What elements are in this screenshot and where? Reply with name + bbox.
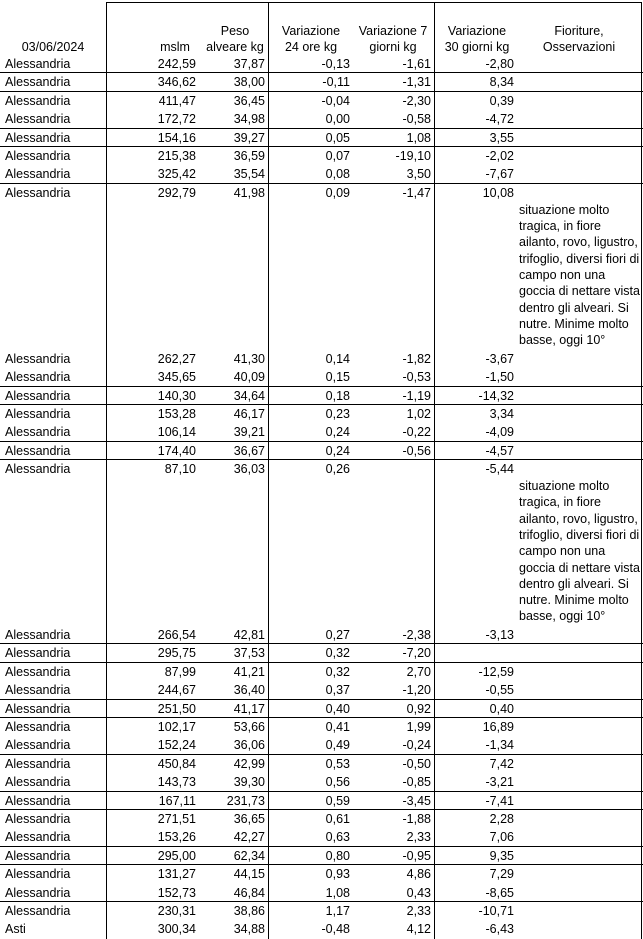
cell-var-7d[interactable]: -1,19 <box>402 388 431 403</box>
cell-var-30d[interactable]: 10,08 <box>482 185 514 200</box>
cell-var-30d[interactable]: 8,34 <box>489 75 514 90</box>
cell-weight[interactable]: 42,81 <box>233 628 265 643</box>
cell-var-30d[interactable]: -4,09 <box>485 425 514 440</box>
cell-mslm[interactable]: 295,75 <box>157 646 196 661</box>
cell-var-30d[interactable]: 2,28 <box>489 811 514 826</box>
cell-var-24h[interactable]: 0,14 <box>325 351 350 366</box>
cell-mslm[interactable]: 102,17 <box>157 720 196 735</box>
cell-var-30d[interactable]: -4,72 <box>485 112 514 127</box>
cell-mslm[interactable]: 174,40 <box>157 443 196 458</box>
table-row[interactable] <box>0 847 643 865</box>
cell-mslm[interactable]: 106,14 <box>157 425 196 440</box>
table-row[interactable] <box>0 718 643 736</box>
cell-mslm[interactable]: 325,42 <box>157 167 196 182</box>
table-row[interactable] <box>0 736 643 754</box>
cell-mslm[interactable]: 244,67 <box>157 683 196 698</box>
cell-mslm[interactable]: 152,73 <box>157 885 196 900</box>
cell-location[interactable]: Alessandria <box>5 903 71 918</box>
cell-var-7d[interactable]: 2,70 <box>406 664 431 679</box>
cell-var-24h[interactable]: 0,26 <box>325 462 350 477</box>
cell-location[interactable]: Alessandria <box>5 646 71 661</box>
table-row[interactable] <box>0 442 643 460</box>
cell-var-30d[interactable]: -3,67 <box>485 351 514 366</box>
cell-var-30d[interactable]: 9,35 <box>489 848 514 863</box>
cell-var-24h[interactable]: -0,48 <box>321 922 350 937</box>
cell-location[interactable]: Alessandria <box>5 425 71 440</box>
cell-var-30d[interactable]: -3,21 <box>485 775 514 790</box>
cell-var-7d[interactable]: -0,24 <box>402 738 431 753</box>
cell-var-30d[interactable]: -2,02 <box>485 148 514 163</box>
cell-weight[interactable]: 39,30 <box>233 775 265 790</box>
table-row[interactable] <box>0 810 643 828</box>
cell-location[interactable]: Alessandria <box>5 462 71 477</box>
cell-mslm[interactable]: 131,27 <box>157 867 196 882</box>
cell-weight[interactable]: 41,98 <box>233 185 265 200</box>
cell-var-30d[interactable]: 7,29 <box>489 867 514 882</box>
cell-var-7d[interactable]: -1,31 <box>402 75 431 90</box>
cell-var-24h[interactable]: 0,00 <box>325 112 350 127</box>
cell-var-7d[interactable]: 3,50 <box>406 167 431 182</box>
cell-var-30d[interactable]: -10,71 <box>478 903 514 918</box>
cell-weight[interactable]: 36,45 <box>233 93 265 108</box>
cell-var-7d[interactable]: 1,02 <box>406 406 431 421</box>
cell-weight[interactable]: 41,17 <box>233 701 265 716</box>
cell-location[interactable]: Alessandria <box>5 443 71 458</box>
cell-location[interactable]: Alessandria <box>5 830 71 845</box>
cell-var-30d[interactable]: 7,42 <box>489 756 514 771</box>
cell-var-24h[interactable]: 0,93 <box>325 867 350 882</box>
cell-weight[interactable]: 42,27 <box>233 830 265 845</box>
cell-var-7d[interactable]: -0,56 <box>402 443 431 458</box>
cell-var-7d[interactable]: -0,53 <box>402 370 431 385</box>
header-var7[interactable]: Variazione 7 giorni kg <box>358 24 428 54</box>
cell-var-30d[interactable]: -7,41 <box>485 793 514 808</box>
cell-var-7d[interactable]: -0,50 <box>402 756 431 771</box>
cell-var-7d[interactable]: -0,85 <box>402 775 431 790</box>
cell-var-7d[interactable]: 2,33 <box>406 903 431 918</box>
cell-mslm[interactable]: 172,72 <box>157 112 196 127</box>
cell-var-24h[interactable]: 0,59 <box>325 793 350 808</box>
cell-mslm[interactable]: 167,11 <box>158 793 196 808</box>
table-row[interactable] <box>0 129 643 147</box>
cell-weight[interactable]: 40,09 <box>233 370 265 385</box>
cell-var-24h[interactable]: 0,56 <box>325 775 350 790</box>
cell-var-30d[interactable]: -2,80 <box>485 57 514 71</box>
cell-location[interactable]: Alessandria <box>5 167 71 182</box>
cell-mslm[interactable]: 300,34 <box>157 922 196 937</box>
cell-location[interactable]: Alessandria <box>5 867 71 882</box>
cell-var-24h[interactable]: 0,63 <box>325 830 350 845</box>
header-var24[interactable]: Variazione 24 ore kg <box>281 24 341 54</box>
cell-var-30d[interactable]: -4,57 <box>485 443 514 458</box>
table-row[interactable] <box>0 405 643 423</box>
cell-var-24h[interactable]: 0,09 <box>325 185 350 200</box>
cell-var-24h[interactable]: 0,07 <box>325 148 350 163</box>
cell-var-7d[interactable]: 1,08 <box>406 130 431 145</box>
cell-var-24h[interactable]: 1,17 <box>325 903 350 918</box>
table-row[interactable] <box>0 387 643 405</box>
cell-var-7d[interactable]: -19,10 <box>395 148 431 163</box>
table-row[interactable] <box>0 865 643 883</box>
cell-location[interactable]: Alessandria <box>5 811 71 826</box>
cell-weight[interactable]: 46,17 <box>233 406 265 421</box>
cell-mslm[interactable]: 450,84 <box>157 756 196 771</box>
cell-mslm[interactable]: 152,24 <box>157 738 196 753</box>
table-row[interactable] <box>0 423 643 441</box>
cell-var-24h[interactable]: 0,40 <box>325 701 350 716</box>
cell-var-24h[interactable]: 0,49 <box>325 738 350 753</box>
cell-var-24h[interactable]: 0,41 <box>325 720 350 735</box>
cell-var-30d[interactable]: -7,67 <box>485 167 514 182</box>
cell-var-7d[interactable]: -3,45 <box>402 793 431 808</box>
cell-weight[interactable]: 46,84 <box>233 885 265 900</box>
table-row[interactable] <box>0 700 643 718</box>
cell-mslm[interactable]: 140,30 <box>157 388 196 403</box>
cell-location[interactable]: Alessandria <box>5 720 71 735</box>
cell-location[interactable]: Asti <box>5 922 26 937</box>
table-row[interactable] <box>0 110 643 128</box>
cell-var-7d[interactable]: 4,12 <box>406 922 431 937</box>
cell-location[interactable]: Alessandria <box>5 701 71 716</box>
cell-var-7d[interactable]: -2,30 <box>402 93 431 108</box>
cell-weight[interactable]: 42,99 <box>233 756 265 771</box>
cell-var-7d[interactable]: -0,22 <box>402 425 431 440</box>
cell-observation[interactable]: situazione molto tragica, in fiore ailanto, rovo, ligustro, trifoglio, diversi fiori di campo non una goccia di nettare vista dentro gli alveari. Si nutre. Minime molto basse, oggi 10° <box>519 202 640 348</box>
cell-mslm[interactable]: 230,31 <box>157 903 196 918</box>
table-row[interactable] <box>0 73 643 91</box>
cell-var-24h[interactable]: 0,18 <box>325 388 350 403</box>
table-row[interactable] <box>0 350 643 368</box>
cell-weight[interactable]: 34,88 <box>233 922 265 937</box>
cell-location[interactable]: Alessandria <box>5 130 71 145</box>
cell-weight[interactable]: 38,00 <box>233 75 265 90</box>
cell-mslm[interactable]: 411,47 <box>158 93 196 108</box>
cell-var-30d[interactable]: 3,34 <box>489 406 514 421</box>
cell-var-24h[interactable]: 0,24 <box>325 425 350 440</box>
cell-weight[interactable]: 38,86 <box>233 903 265 918</box>
cell-location[interactable]: Alessandria <box>5 628 71 643</box>
cell-var-24h[interactable]: 0,32 <box>325 646 350 661</box>
cell-var-24h[interactable]: 0,61 <box>325 811 350 826</box>
cell-location[interactable]: Alessandria <box>5 370 71 385</box>
cell-mslm[interactable]: 251,50 <box>157 701 196 716</box>
cell-weight[interactable]: 36,67 <box>233 443 265 458</box>
cell-var-7d[interactable]: -1,47 <box>402 185 431 200</box>
cell-var-7d[interactable]: -1,20 <box>402 683 431 698</box>
cell-var-30d[interactable]: 3,55 <box>489 130 514 145</box>
cell-var-7d[interactable]: 4,86 <box>406 867 431 882</box>
cell-var-24h[interactable]: 0,80 <box>325 848 350 863</box>
cell-mslm[interactable]: 266,54 <box>157 628 196 643</box>
cell-var-24h[interactable]: 0,37 <box>325 683 350 698</box>
cell-var-24h[interactable]: 0,15 <box>325 370 350 385</box>
cell-var-24h[interactable]: -0,13 <box>321 57 350 71</box>
cell-weight[interactable]: 36,06 <box>233 738 265 753</box>
cell-location[interactable]: Alessandria <box>5 775 71 790</box>
table-row[interactable] <box>0 55 643 73</box>
cell-weight[interactable]: 44,15 <box>233 867 265 882</box>
header-mslm[interactable]: mslm <box>160 40 190 54</box>
cell-mslm[interactable]: 262,27 <box>157 351 196 366</box>
cell-var-24h[interactable]: 0,23 <box>325 406 350 421</box>
cell-location[interactable]: Alessandria <box>5 185 71 200</box>
cell-location[interactable]: Alessandria <box>5 683 71 698</box>
cell-location[interactable]: Alessandria <box>5 664 71 679</box>
cell-weight[interactable]: 231,73 <box>226 793 265 808</box>
cell-weight[interactable]: 37,53 <box>233 646 265 661</box>
cell-location[interactable]: Alessandria <box>5 885 71 900</box>
cell-location[interactable]: Alessandria <box>5 793 71 808</box>
table-row[interactable] <box>0 184 643 350</box>
table-row[interactable] <box>0 773 643 791</box>
cell-mslm[interactable]: 153,26 <box>157 830 196 845</box>
cell-var-7d[interactable]: 1,99 <box>406 720 431 735</box>
table-row[interactable] <box>0 755 643 773</box>
cell-mslm[interactable]: 345,65 <box>157 370 196 385</box>
cell-location[interactable]: Alessandria <box>5 738 71 753</box>
cell-weight[interactable]: 36,40 <box>233 683 265 698</box>
table-row[interactable] <box>0 644 643 662</box>
cell-weight[interactable]: 35,54 <box>233 167 265 182</box>
cell-weight[interactable]: 36,59 <box>233 148 265 163</box>
cell-location[interactable]: Alessandria <box>5 93 71 108</box>
cell-var-30d[interactable]: -0,55 <box>485 683 514 698</box>
header-observations[interactable]: Fioriture, Osservazioni <box>542 24 616 54</box>
table-row[interactable] <box>0 828 643 846</box>
cell-mslm[interactable]: 87,99 <box>164 664 196 679</box>
table-row[interactable] <box>0 92 643 110</box>
table-row[interactable] <box>0 902 643 920</box>
cell-var-7d[interactable]: -2,38 <box>402 628 431 643</box>
table-row[interactable] <box>0 792 643 810</box>
table-row[interactable] <box>0 147 643 165</box>
cell-location[interactable]: Alessandria <box>5 388 71 403</box>
table-row[interactable] <box>0 681 643 699</box>
cell-var-30d[interactable]: -14,32 <box>478 388 514 403</box>
cell-var-30d[interactable]: -3,13 <box>485 628 514 643</box>
cell-var-24h[interactable]: 0,32 <box>325 664 350 679</box>
cell-mslm[interactable]: 215,38 <box>157 148 196 163</box>
cell-weight[interactable]: 39,27 <box>233 130 265 145</box>
table-body <box>0 55 643 939</box>
cell-var-30d[interactable]: 16,89 <box>482 720 514 735</box>
cell-var-30d[interactable]: -1,50 <box>485 370 514 385</box>
cell-location[interactable]: Alessandria <box>5 57 71 71</box>
cell-location[interactable]: Alessandria <box>5 351 71 366</box>
cell-mslm[interactable]: 143,73 <box>157 775 196 790</box>
cell-var-30d[interactable]: -5,44 <box>485 462 514 477</box>
cell-var-30d[interactable]: 0,39 <box>489 93 514 108</box>
cell-var-7d[interactable]: 0,43 <box>406 885 431 900</box>
cell-var-24h[interactable]: 0,24 <box>325 443 350 458</box>
cell-weight[interactable]: 41,21 <box>233 664 265 679</box>
cell-location[interactable]: Alessandria <box>5 148 71 163</box>
table-row[interactable] <box>0 368 643 386</box>
cell-var-7d[interactable]: -0,58 <box>402 112 431 127</box>
cell-observation[interactable]: situazione molto tragica, in fiore ailanto, rovo, ligustro, trifoglio, diversi fiori di campo non una goccia di nettare vista dentro gli alveari. Si nutre. Minime molto basse, oggi 10° <box>519 479 640 624</box>
cell-weight[interactable]: 37,87 <box>233 57 265 71</box>
table-header <box>0 0 643 55</box>
cell-var-7d[interactable]: -1,88 <box>402 811 431 826</box>
cell-location[interactable]: Alessandria <box>5 75 71 90</box>
table-row[interactable] <box>0 165 643 183</box>
cell-mslm[interactable]: 153,28 <box>157 406 196 421</box>
table-row[interactable] <box>0 460 643 626</box>
cell-var-24h[interactable]: 0,05 <box>325 130 350 145</box>
table-row[interactable] <box>0 884 643 902</box>
cell-var-24h[interactable]: 1,08 <box>325 885 350 900</box>
cell-var-30d[interactable]: 7,06 <box>489 830 514 845</box>
cell-var-7d[interactable]: -0,95 <box>402 848 431 863</box>
cell-var-30d[interactable]: 0,40 <box>489 701 514 716</box>
cell-var-7d[interactable]: -1,82 <box>402 351 431 366</box>
cell-weight[interactable]: 36,03 <box>233 462 265 477</box>
cell-location[interactable]: Alessandria <box>5 112 71 127</box>
cell-var-24h[interactable]: 0,08 <box>325 167 350 182</box>
cell-mslm[interactable]: 295,00 <box>157 848 196 863</box>
cell-weight[interactable]: 36,65 <box>233 811 265 826</box>
cell-var-24h[interactable]: -0,04 <box>321 93 350 108</box>
cell-location[interactable]: Alessandria <box>5 756 71 771</box>
cell-var-30d[interactable]: -8,65 <box>485 885 514 900</box>
cell-weight[interactable]: 62,34 <box>233 848 265 863</box>
cell-var-7d[interactable]: -7,20 <box>402 646 431 661</box>
cell-var-30d[interactable]: -12,59 <box>478 664 514 679</box>
cell-var-30d[interactable]: -1,34 <box>485 738 514 753</box>
table-row[interactable] <box>0 920 643 938</box>
cell-var-7d[interactable]: -1,61 <box>402 57 431 71</box>
header-peso[interactable]: Peso alveare kg <box>206 24 264 54</box>
table-row[interactable] <box>0 663 643 681</box>
cell-var-7d[interactable]: 0,92 <box>406 701 431 716</box>
cell-mslm[interactable]: 292,79 <box>157 185 196 200</box>
cell-var-24h[interactable]: 0,27 <box>325 628 350 643</box>
cell-weight[interactable]: 34,64 <box>233 388 265 403</box>
table-row[interactable] <box>0 626 643 644</box>
cell-mslm[interactable]: 242,59 <box>157 57 196 71</box>
cell-var-7d[interactable]: 2,33 <box>406 830 431 845</box>
cell-mslm[interactable]: 346,62 <box>157 75 196 90</box>
header-date[interactable]: 03/06/2024 <box>21 40 85 54</box>
cell-mslm[interactable]: 154,16 <box>157 130 196 145</box>
cell-weight[interactable]: 39,21 <box>233 425 265 440</box>
cell-mslm[interactable]: 271,51 <box>157 811 196 826</box>
cell-var-24h[interactable]: 0,53 <box>325 756 350 771</box>
cell-weight[interactable]: 41,30 <box>233 351 265 366</box>
header-var30[interactable]: Variazione 30 giorni kg <box>444 24 510 54</box>
cell-location[interactable]: Alessandria <box>5 848 71 863</box>
cell-location[interactable]: Alessandria <box>5 406 71 421</box>
cell-var-24h[interactable]: -0,11 <box>322 75 350 90</box>
cell-var-30d[interactable]: -6,43 <box>485 922 514 937</box>
cell-weight[interactable]: 34,98 <box>233 112 265 127</box>
cell-weight[interactable]: 53,66 <box>233 720 265 735</box>
cell-mslm[interactable]: 87,10 <box>164 462 196 477</box>
